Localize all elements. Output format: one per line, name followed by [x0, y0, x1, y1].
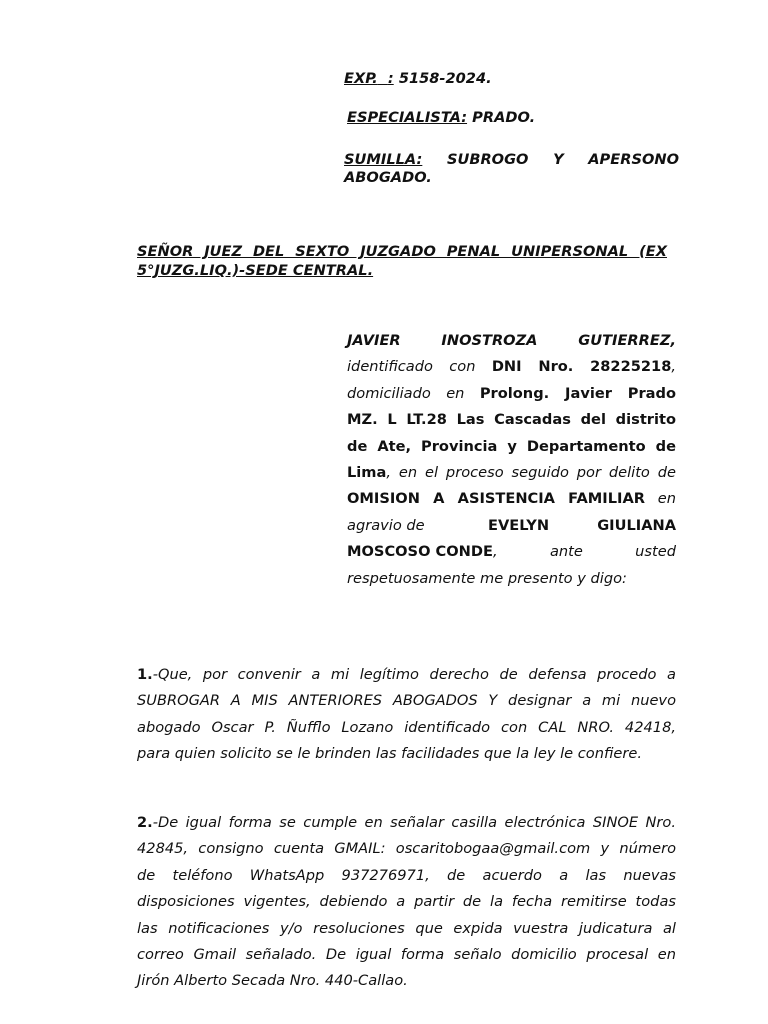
especialista-value: PRADO.	[472, 109, 536, 126]
addressee-line2: 5°JUZG.LIQ.)-SEDE CENTRAL.	[137, 262, 374, 279]
party-line-6: Lima, en el proceso seguido por delito de	[347, 463, 676, 481]
para2-line4: disposiciones vigentes, debiendo a partir de la fecha remitirse todas	[137, 893, 676, 911]
party-block	[347, 328, 676, 592]
party-line-7: OMISION A ASISTENCIA FAMILIAR en	[347, 490, 677, 508]
paragraph-2	[137, 810, 676, 995]
para2-line6: correo Gmail señalado. De igual forma señalo domicilio procesal en	[137, 945, 676, 963]
para2-line3: de teléfono WhatsApp 937276971, de acuerdo a las nuevas	[137, 866, 676, 884]
para1-line1: 1.-Que, por convenir a mi legítimo derecho de defensa procedo a	[137, 666, 676, 683]
crime-name: OMISION A ASISTENCIA FAMILIAR	[347, 490, 645, 508]
party-line-5: de Ate, Provincia y Departamento de	[347, 437, 676, 455]
party-address: Prolong. Javier Prado	[479, 384, 677, 402]
party-name: JAVIER INOSTROZA GUTIERREZ,	[347, 332, 676, 349]
party-line-9: MOSCOSO CONDE, ante usted	[347, 543, 676, 561]
especialista-label: ESPECIALISTA:	[347, 109, 468, 126]
victim-name-2: MOSCOSO CONDE	[347, 543, 493, 561]
para2-number: 2.	[137, 814, 153, 831]
sumilla-value-line2: ABOGADO.	[344, 169, 432, 186]
para2-line7: Jirón Alberto Secada Nro. 440-Callao.	[137, 972, 408, 990]
exp-value: 5158-2024.	[398, 70, 492, 87]
exp-colon: :	[387, 70, 394, 87]
party-dni: DNI Nro. 28225218	[491, 358, 672, 376]
exp-line	[344, 70, 679, 88]
especialista-line	[347, 109, 682, 127]
sumilla-line	[344, 151, 679, 169]
party-line-4: MZ. L LT.28 Las Cascadas del distrito	[347, 411, 676, 429]
party-line-2: identificado con DNI Nro. 28225218,	[347, 358, 677, 376]
party-line-8: agravio de EVELYN GIULIANA	[347, 513, 676, 539]
paragraph-1	[137, 662, 676, 768]
sumilla-value-line1: SUBROGO Y APERSONO	[446, 151, 679, 168]
sumilla-label: SUMILLA:	[344, 151, 423, 168]
para2-line1: 2.-De igual forma se cumple en señalar casilla electrónica SINOE Nro.	[137, 814, 676, 831]
exp-label: EXP.	[344, 70, 378, 87]
para2-line2: 42845, consigno cuenta GMAIL: oscaritobogaa@gmail.com y número	[137, 840, 676, 858]
addressee-line1: SEÑOR JUEZ DEL SEXTO JUZGADO PENAL UNIPERSONAL (EX	[137, 243, 667, 260]
para2-line5: las notificaciones y/o resoluciones que expida vuestra judicatura al	[137, 919, 676, 937]
sumilla-line-2	[344, 169, 679, 187]
party-line-10: respetuosamente me presento y digo:	[347, 569, 627, 587]
party-line-3: domiciliado en Prolong. Javier Prado	[347, 384, 677, 402]
victim-name-1: EVELYN GIULIANA	[488, 516, 676, 534]
para1-line2: SUBROGAR A MIS ANTERIORES ABOGADOS Y designar a mi nuevo	[137, 692, 676, 710]
para1-number: 1.	[137, 666, 153, 683]
para1-line3: abogado Oscar P. Ñufflo Lozano identificado con CAL NRO. 42418,	[137, 718, 676, 736]
para1-line4: para quien solicito se le brinden las facilidades que la ley le confiere.	[137, 745, 642, 763]
